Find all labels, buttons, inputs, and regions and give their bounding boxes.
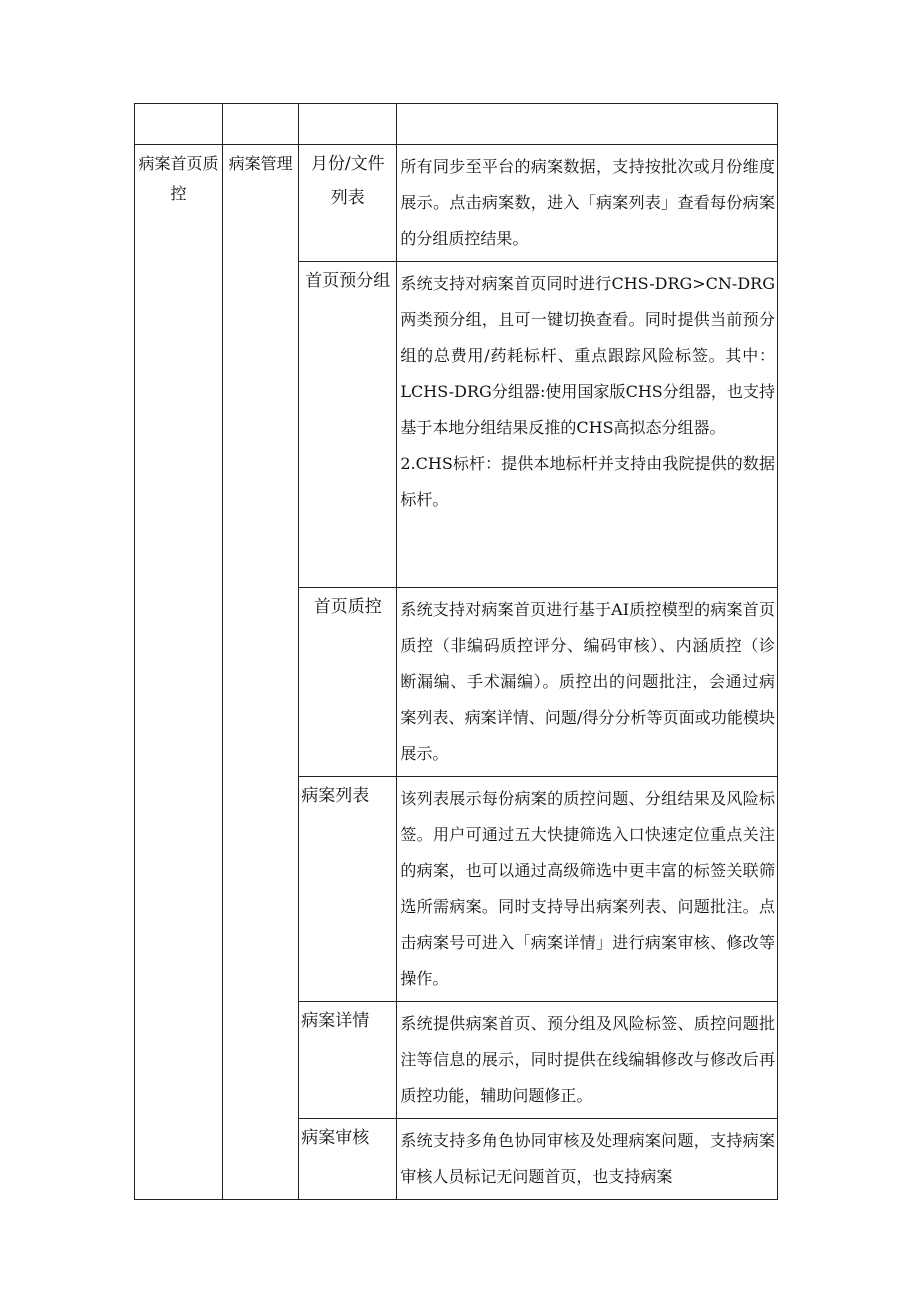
description-text: 系统提供病案首页、预分组及风险标签、质控问题批注等信息的展示，同时提供在线编辑修改与修改后再质控功能，辅助问题修正。	[400, 1014, 775, 1105]
description-cell	[397, 1002, 778, 1119]
header-cell-2	[223, 104, 299, 145]
description-cell	[397, 262, 778, 588]
feature-line: 病案详情	[301, 1011, 370, 1031]
category-cell	[135, 145, 223, 1200]
header-cell-4	[397, 104, 778, 145]
description-cell	[397, 777, 778, 1002]
feature-line: 病案审核	[301, 1128, 370, 1148]
feature-cell	[299, 262, 397, 588]
description-cell	[397, 1119, 778, 1200]
description-text: 2.CHS标杆：提供本地标杆并支持由我院提供的数据标杆。	[400, 454, 775, 509]
table-row	[135, 145, 778, 262]
description-cell	[397, 588, 778, 777]
description-text: 系统支持多角色协同审核及处理病案问题，支持病案审核人员标记无问题首页，也支持病案	[400, 1131, 775, 1186]
feature-line: 列表	[330, 188, 365, 208]
feature-line: 首页质控	[313, 597, 382, 617]
description-cell	[397, 145, 778, 262]
feature-line: 病案列表	[301, 786, 370, 806]
feature-cell	[299, 1002, 397, 1119]
feature-cell	[299, 1119, 397, 1200]
feature-table	[134, 103, 778, 1200]
description-text: 所有同步至平台的病案数据，支持按批次或月份维度展示。点击病案数，进入「病案列表」查看每份病案的分组质控结果。	[400, 157, 775, 248]
category-line: 病案首页质	[138, 154, 219, 173]
feature-cell	[299, 777, 397, 1002]
feature-line: 月份/文件	[310, 154, 385, 174]
feature-cell	[299, 145, 397, 262]
feature-line: 首页预分组	[305, 271, 391, 291]
description-text: 系统支持对病案首页进行基于AI质控模型的病案首页质控（非编码质控评分、编码审核）、内涵质控（诊断漏编、手术漏编）。质控出的问题批注，会通过病案列表、病案详情、问题/得分分析等页面或功能模块展示。	[400, 600, 775, 763]
description-text: 该列表展示每份病案的质控问题、分组结果及风险标签。用户可通过五大快捷筛选入口快速定位重点关注的病案，也可以通过高级筛选中更丰富的标签关联筛选所需病案。同时支持导出病案列表、问题批注。点击病案号可进入「病案详情」进行病案审核、修改等操作。	[400, 789, 775, 988]
feature-cell	[299, 588, 397, 777]
description-text: 系统支持对病案首页同时进行CHS-DRG>CN-DRG两类预分组，且可一键切换查看。同时提供当前预分组的总费用/药耗标杆、重点跟踪风险标签。其中：LCHS-DRG分组器:使用国家版CHS分组器，也支持基于本地分组结果反推的CHS高拟态分组器。	[400, 274, 775, 437]
header-cell-1	[135, 104, 223, 145]
subcategory-cell: 病案管理	[223, 145, 299, 1200]
header-row	[135, 104, 778, 145]
header-cell-3	[299, 104, 397, 145]
category-line: 控	[170, 184, 187, 203]
